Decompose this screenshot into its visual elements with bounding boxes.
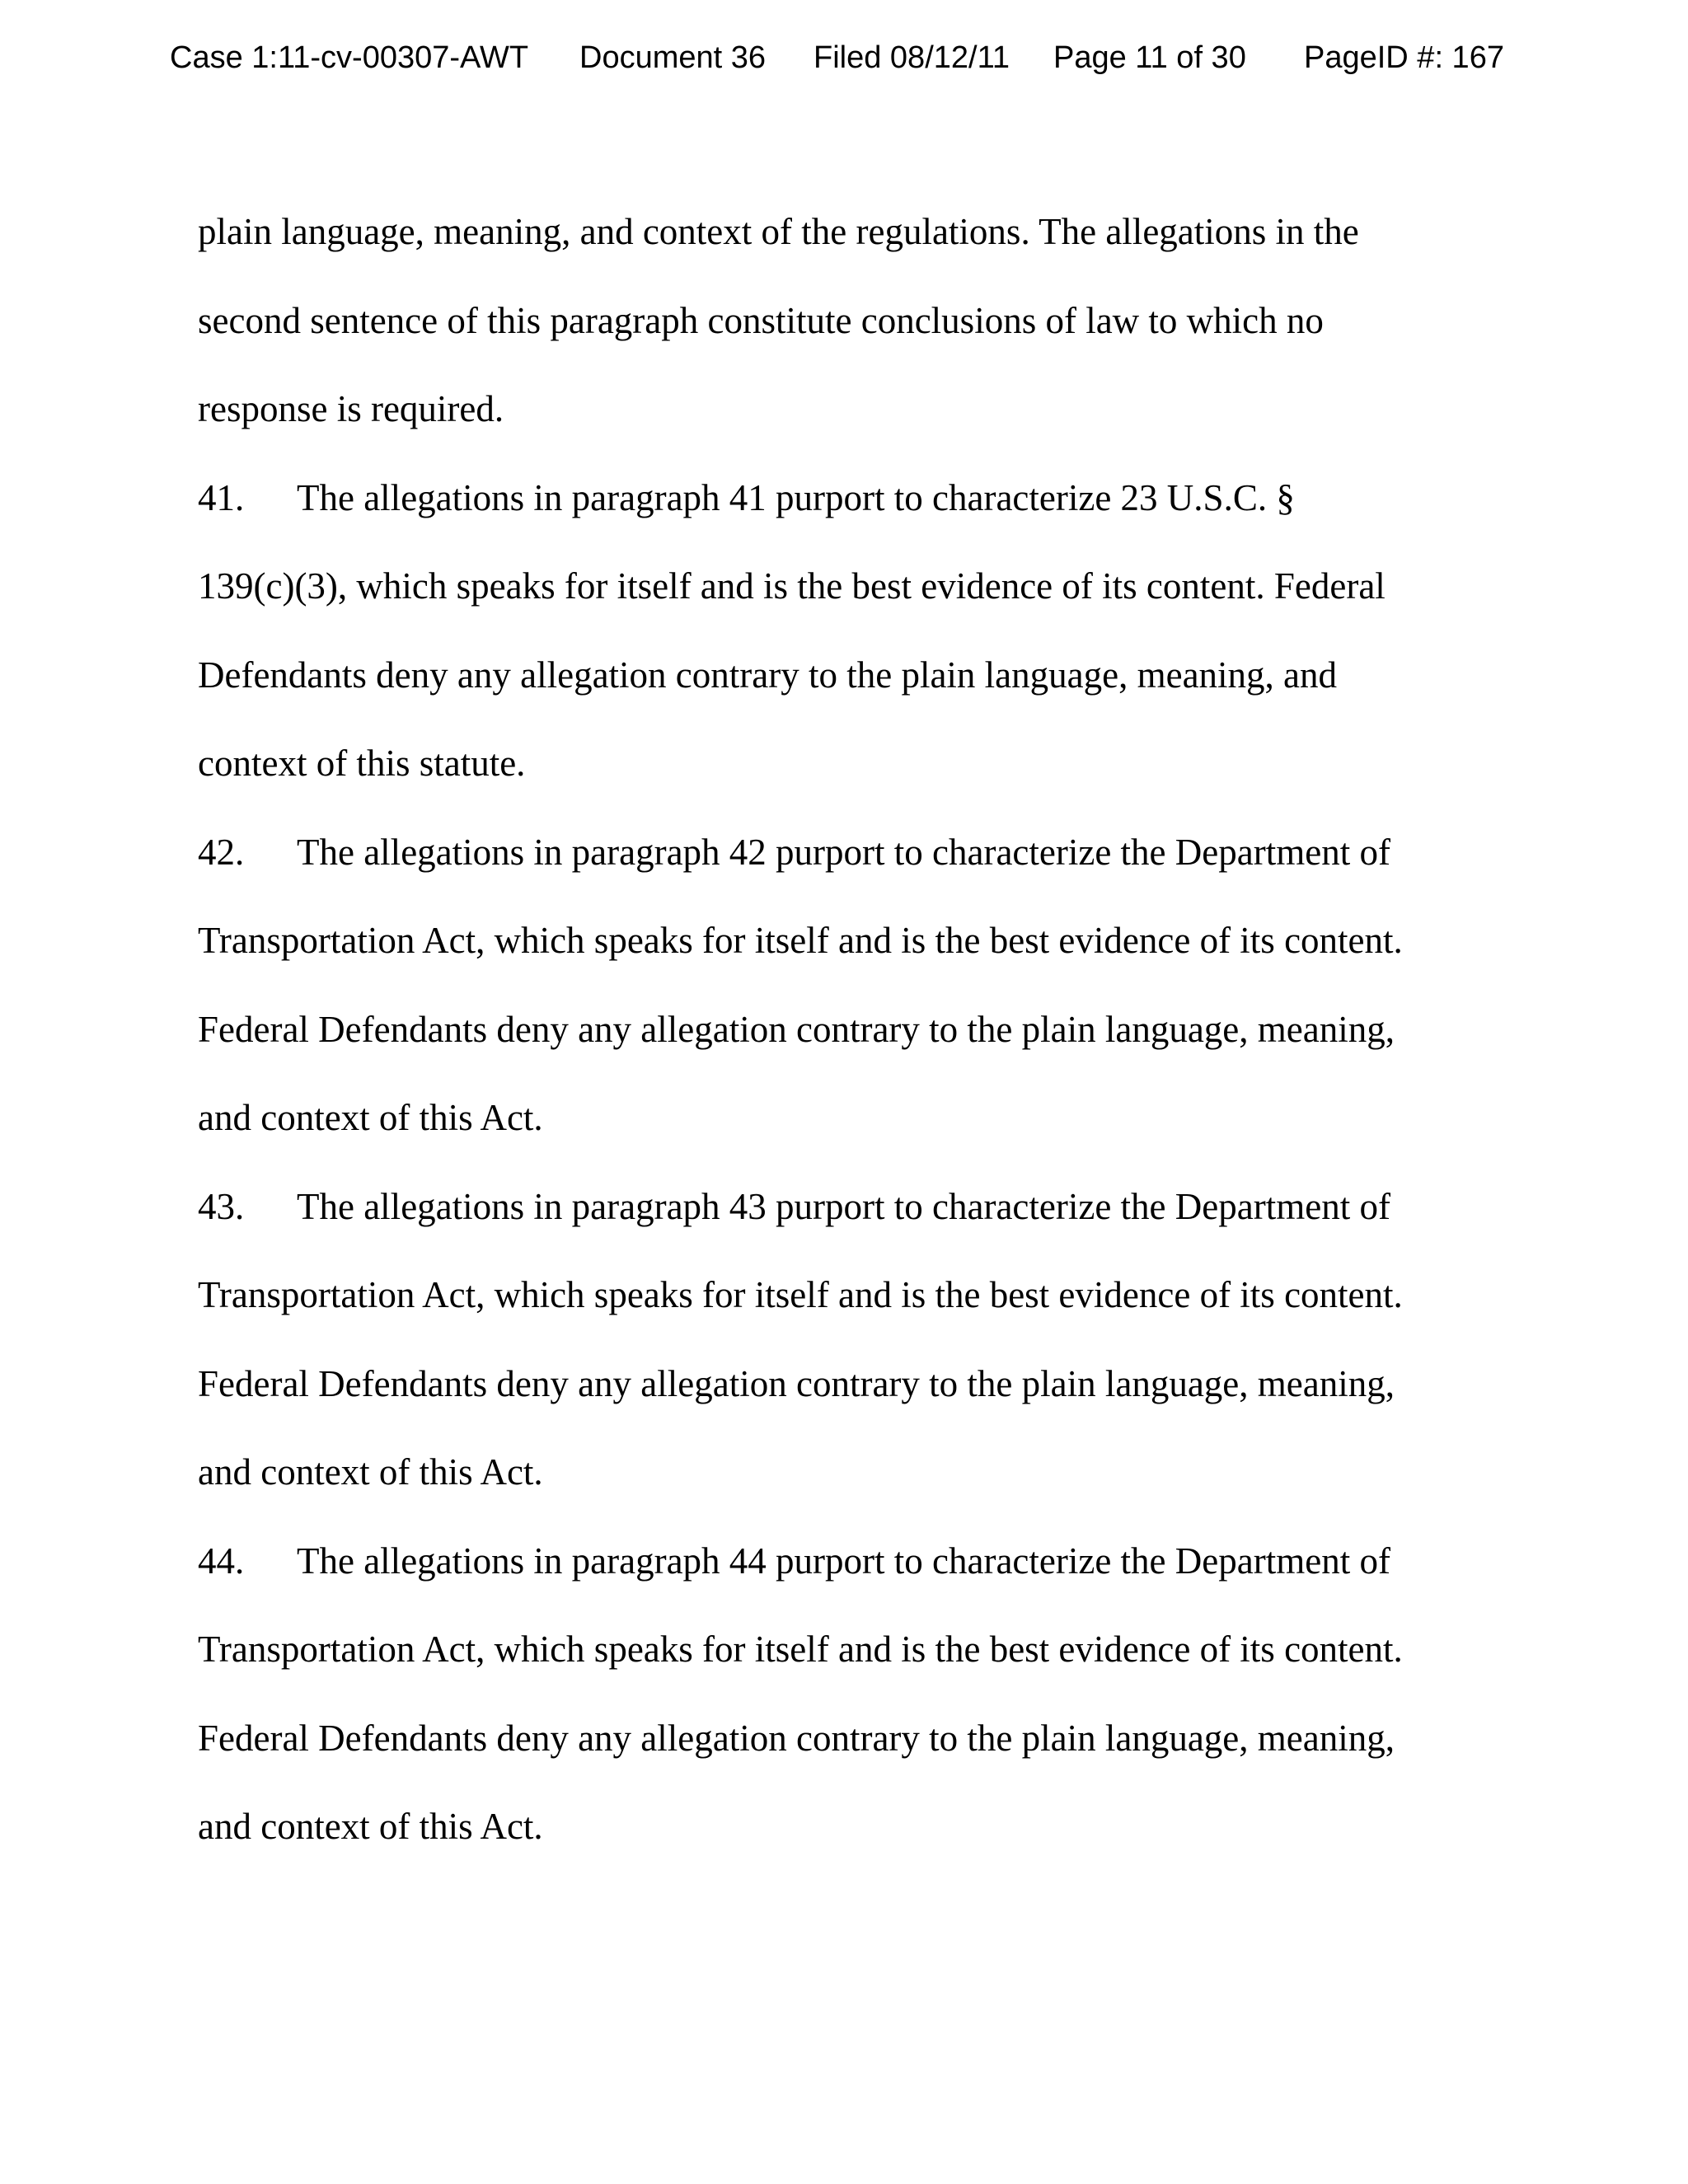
paragraph-text: The allegations in paragraph 44 purport to characterize the Department of [297,1540,1390,1582]
text-line: Federal Defendants deny any allegation contrary to the plain language, meaning, [198,1362,1395,1404]
text-line: Federal Defendants deny any allegation contrary to the plain language, meaning, [198,1008,1395,1050]
paragraph-number: 44. [198,1540,245,1582]
paragraph-text: The allegations in paragraph 41 purport to characterize 23 U.S.C. § [297,476,1295,518]
text-line: and context of this Act. [198,1806,543,1847]
page-id: PageID #: 167 [1304,40,1504,75]
text-line: Defendants deny any allegation contrary to the plain language, meaning, and [198,654,1338,696]
paragraph-42-line [198,808,1484,898]
paragraph-text: The allegations in paragraph 43 purport to characterize the Department of [297,1185,1390,1227]
paragraph-43-line [198,1163,1484,1252]
page-number: Page 11 of 30 [1053,40,1246,75]
text-line: response is required. [198,388,504,429]
text-line: Transportation Act, which speaks for itself and is the best evidence of its content. [198,1274,1403,1315]
paragraph-44-line [198,1517,1484,1606]
paragraph-number: 43. [198,1185,245,1227]
document-body [198,188,1484,1872]
document-number: Document 36 [579,40,767,75]
text-line: context of this statute. [198,743,526,784]
text-line: Transportation Act, which speaks for itself and is the best evidence of its content. [198,1629,1403,1670]
text-line: plain language, meaning, and context of the regulations. The allegations in the [198,211,1359,252]
filed-date: Filed 08/12/11 [814,40,1010,75]
paragraph-text: The allegations in paragraph 42 purport to characterize the Department of [297,831,1390,873]
case-number: Case 1:11-cv-00307-AWT [170,40,529,75]
text-line: 139(c)(3), which speaks for itself and is the best evidence of its content. Federal [198,565,1386,607]
paragraph-number: 41. [198,476,245,518]
paragraph-41-line [198,454,1484,543]
text-line: second sentence of this paragraph constitute conclusions of law to which no [198,299,1324,341]
text-line: Federal Defendants deny any allegation contrary to the plain language, meaning, [198,1717,1395,1759]
document-header [0,35,1688,81]
text-line: and context of this Act. [198,1097,543,1138]
paragraph-number: 42. [198,831,245,873]
text-line: Transportation Act, which speaks for itself and is the best evidence of its content. [198,920,1403,961]
text-line: and context of this Act. [198,1451,543,1493]
